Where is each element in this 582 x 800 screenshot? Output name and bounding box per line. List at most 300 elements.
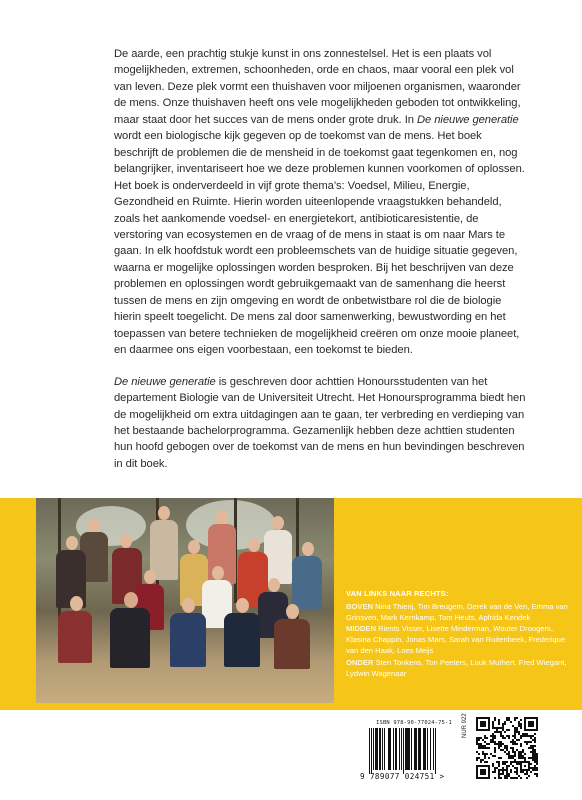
qr-module	[508, 735, 510, 737]
qr-module	[484, 741, 486, 743]
qr-module	[498, 747, 500, 749]
qr-module	[520, 777, 522, 779]
qr-module	[512, 735, 514, 737]
qr-module	[494, 749, 496, 751]
qr-module	[486, 761, 488, 763]
qr-module	[492, 735, 494, 737]
qr-module	[504, 723, 506, 725]
qr-module	[522, 751, 524, 753]
qr-module	[502, 769, 504, 771]
qr-module	[514, 729, 516, 731]
qr-module	[518, 723, 520, 725]
qr-module	[500, 769, 502, 771]
qr-module	[520, 735, 522, 737]
qr-module	[526, 741, 528, 743]
qr-module	[514, 771, 516, 773]
qr-module	[514, 743, 516, 745]
qr-module	[506, 753, 508, 755]
qr-module	[512, 747, 514, 749]
qr-module	[526, 733, 528, 735]
qr-module	[508, 773, 510, 775]
qr-module	[516, 731, 518, 733]
caption-row-midden	[346, 623, 576, 656]
qr-module	[516, 717, 518, 719]
qr-module	[504, 721, 506, 723]
qr-module	[524, 735, 526, 737]
qr-module	[520, 771, 522, 773]
qr-module	[530, 735, 532, 737]
qr-module	[506, 717, 508, 719]
qr-module	[508, 719, 510, 721]
qr-module	[536, 775, 538, 777]
qr-module	[476, 739, 478, 741]
qr-module	[534, 761, 536, 763]
qr-module	[516, 777, 518, 779]
qr-module	[518, 721, 520, 723]
qr-module	[532, 735, 534, 737]
qr-module	[512, 749, 514, 751]
qr-module	[516, 727, 518, 729]
qr-module	[514, 759, 516, 761]
qr-module	[506, 773, 508, 775]
qr-module	[492, 737, 494, 739]
qr-module	[490, 753, 492, 755]
qr-module	[504, 777, 506, 779]
qr-module	[514, 741, 516, 743]
qr-module	[532, 749, 534, 751]
qr-module	[532, 745, 534, 747]
qr-module	[498, 769, 500, 771]
qr-module	[518, 763, 520, 765]
qr-module	[482, 739, 484, 741]
qr-module	[484, 745, 486, 747]
qr-module	[476, 741, 478, 743]
qr-module	[492, 727, 494, 729]
qr-module	[530, 751, 532, 753]
qr-module	[514, 751, 516, 753]
qr-module	[520, 719, 522, 721]
qr-module	[524, 765, 526, 767]
qr-module	[498, 727, 500, 729]
qr-module	[504, 747, 506, 749]
qr-module	[518, 755, 520, 757]
qr-module	[532, 759, 534, 761]
qr-module	[500, 727, 502, 729]
qr-module	[476, 737, 478, 739]
barcode-gap	[436, 728, 437, 770]
qr-module	[518, 733, 520, 735]
qr-module	[516, 743, 518, 745]
qr-module	[534, 753, 536, 755]
qr-module	[530, 737, 532, 739]
qr-module	[524, 753, 526, 755]
qr-module	[516, 749, 518, 751]
qr-module	[518, 757, 520, 759]
qr-module	[536, 761, 538, 763]
qr-module	[484, 753, 486, 755]
qr-module	[518, 751, 520, 753]
qr-module	[502, 763, 504, 765]
qr-module	[534, 773, 536, 775]
qr-module	[498, 719, 500, 721]
caption-names-midden: Rients Visser, Lisette Minderman, Wouter Droogers, Klasina Chappin, Jonas Mars, Sarah van Ruitenbeek, Frederique van den Haak, Loes Meijs	[346, 624, 566, 656]
qr-module	[526, 743, 528, 745]
qr-module	[516, 761, 518, 763]
qr-module	[476, 759, 478, 761]
caption-row-onder	[346, 657, 576, 679]
qr-module	[502, 773, 504, 775]
qr-module	[494, 737, 496, 739]
qr-module	[498, 763, 500, 765]
qr-module	[534, 737, 536, 739]
qr-module	[508, 717, 510, 719]
qr-module	[512, 757, 514, 759]
qr-module	[504, 763, 506, 765]
group-photo	[36, 498, 334, 703]
qr-module	[506, 771, 508, 773]
qr-module	[534, 765, 536, 767]
qr-module	[492, 765, 494, 767]
qr-module	[480, 747, 482, 749]
qr-module	[526, 773, 528, 775]
qr-module	[486, 743, 488, 745]
qr-module	[478, 757, 480, 759]
qr-module	[494, 717, 496, 719]
qr-module	[482, 759, 484, 761]
back-cover-text	[114, 46, 528, 472]
qr-module	[514, 719, 516, 721]
caption-row-boven	[346, 601, 576, 623]
qr-module	[494, 719, 496, 721]
qr-module	[486, 747, 488, 749]
qr-module	[510, 721, 512, 723]
caption-names-onder: Sten Tonkens, Ton Peeters, Luuk Muthert, Fred Wiegant, Lydwin Wagenaar	[346, 657, 567, 678]
qr-module	[500, 731, 502, 733]
qr-module	[480, 743, 482, 745]
qr-module	[530, 747, 532, 749]
qr-module	[534, 739, 536, 741]
qr-module	[498, 743, 500, 745]
photo-caption	[346, 588, 576, 679]
caption-names-boven: Nina Thierij, Tim Breugem, Derek van de Ven, Emma van Grinsven, Mark Kernkamp, Tom Heuts, Apfrida Kendek	[346, 602, 568, 623]
qr-module	[530, 745, 532, 747]
barcode-digits: 9 789077 024751 >	[360, 772, 445, 781]
qr-module	[506, 729, 508, 731]
qr-module	[478, 753, 480, 755]
qr-module	[536, 767, 538, 769]
qr-module	[518, 775, 520, 777]
qr-module	[498, 731, 500, 733]
qr-module	[524, 759, 526, 761]
qr-module	[478, 743, 480, 745]
qr-module	[500, 773, 502, 775]
qr-module	[508, 753, 510, 755]
qr-module	[502, 749, 504, 751]
qr-module	[516, 739, 518, 741]
qr-module	[478, 747, 480, 749]
qr-module	[492, 733, 494, 735]
qr-module	[522, 749, 524, 751]
qr-module	[502, 725, 504, 727]
qr-module	[504, 737, 506, 739]
qr-module	[518, 753, 520, 755]
qr-module	[502, 761, 504, 763]
qr-module	[512, 725, 514, 727]
qr-module	[512, 741, 514, 743]
qr-module	[532, 757, 534, 759]
qr-module	[500, 733, 502, 735]
qr-module	[496, 729, 498, 731]
qr-module	[510, 755, 512, 757]
qr-module	[536, 759, 538, 761]
qr-module	[510, 763, 512, 765]
qr-module	[496, 767, 498, 769]
qr-module	[492, 723, 494, 725]
qr-module	[486, 753, 488, 755]
qr-module	[512, 765, 514, 767]
qr-module	[528, 757, 530, 759]
caption-label-onder: ONDER	[346, 657, 374, 667]
qr-module	[498, 765, 500, 767]
qr-module	[480, 737, 482, 739]
qr-module	[494, 767, 496, 769]
caption-label-midden: MIDDEN	[346, 624, 376, 634]
qr-module	[514, 777, 516, 779]
nur-code: NUR 922	[462, 713, 468, 738]
qr-module	[482, 753, 484, 755]
qr-module	[496, 743, 498, 745]
qr-module	[478, 739, 480, 741]
qr-module	[488, 747, 490, 749]
qr-module	[494, 769, 496, 771]
qr-module	[494, 751, 496, 753]
qr-module	[512, 755, 514, 757]
qr-module	[484, 761, 486, 763]
qr-code	[476, 717, 538, 779]
qr-module	[520, 751, 522, 753]
qr-module	[518, 739, 520, 741]
qr-module	[498, 777, 500, 779]
qr-module	[528, 721, 534, 727]
qr-module	[534, 767, 536, 769]
qr-module	[532, 751, 534, 753]
isbn-label: ISBN 978-90-77024-75-1	[376, 720, 452, 726]
qr-module	[506, 761, 508, 763]
qr-module	[514, 727, 516, 729]
qr-module	[490, 739, 492, 741]
qr-module	[494, 743, 496, 745]
qr-module	[534, 755, 536, 757]
qr-module	[516, 773, 518, 775]
qr-module	[484, 747, 486, 749]
qr-module	[510, 777, 512, 779]
qr-module	[506, 777, 508, 779]
qr-module	[530, 767, 532, 769]
qr-module	[532, 739, 534, 741]
qr-module	[476, 743, 478, 745]
qr-module	[506, 749, 508, 751]
qr-module	[498, 761, 500, 763]
qr-module	[494, 731, 496, 733]
qr-module	[498, 775, 500, 777]
qr-module	[536, 769, 538, 771]
qr-module	[526, 777, 528, 779]
qr-module	[530, 763, 532, 765]
qr-module	[520, 745, 522, 747]
qr-module	[530, 757, 532, 759]
qr-module	[512, 761, 514, 763]
qr-module	[508, 765, 510, 767]
qr-module	[496, 727, 498, 729]
qr-module	[482, 751, 484, 753]
qr-module	[520, 723, 522, 725]
qr-module	[478, 737, 480, 739]
book-title-italic: De nieuwe generatie	[416, 113, 519, 126]
qr-module	[532, 753, 534, 755]
qr-module	[484, 737, 486, 739]
qr-module	[494, 755, 496, 757]
qr-module	[522, 733, 524, 735]
qr-module	[496, 761, 498, 763]
qr-module	[524, 733, 526, 735]
qr-module	[514, 755, 516, 757]
qr-module	[486, 737, 488, 739]
qr-module	[510, 771, 512, 773]
book-title-italic-2: De nieuwe generatie	[114, 375, 216, 388]
qr-module	[528, 741, 530, 743]
qr-module	[532, 767, 534, 769]
qr-module	[534, 751, 536, 753]
qr-module	[512, 739, 514, 741]
qr-module	[504, 751, 506, 753]
qr-module	[498, 745, 500, 747]
qr-module	[502, 771, 504, 773]
qr-module	[512, 743, 514, 745]
qr-module	[510, 747, 512, 749]
qr-module	[480, 769, 486, 775]
qr-code-graphic	[476, 717, 538, 779]
qr-module	[506, 719, 508, 721]
qr-module	[504, 731, 506, 733]
barcode-bars	[369, 728, 459, 770]
qr-module	[494, 735, 496, 737]
qr-module	[498, 723, 500, 725]
qr-module	[534, 741, 536, 743]
qr-module	[498, 721, 500, 723]
qr-module	[514, 737, 516, 739]
qr-module	[506, 769, 508, 771]
qr-module	[506, 747, 508, 749]
qr-module	[530, 741, 532, 743]
qr-module	[520, 757, 522, 759]
qr-module	[532, 755, 534, 757]
qr-module	[518, 725, 520, 727]
qr-module	[522, 757, 524, 759]
qr-module	[508, 757, 510, 759]
qr-module	[492, 721, 494, 723]
qr-module	[492, 739, 494, 741]
qr-module	[494, 747, 496, 749]
qr-module	[534, 733, 536, 735]
qr-module	[504, 775, 506, 777]
qr-module	[532, 769, 534, 771]
qr-module	[508, 775, 510, 777]
qr-module	[482, 747, 484, 749]
qr-module	[520, 725, 522, 727]
qr-module	[524, 741, 526, 743]
qr-module	[476, 751, 478, 753]
qr-module	[536, 757, 538, 759]
qr-module	[530, 771, 532, 773]
qr-module	[504, 745, 506, 747]
qr-module	[500, 749, 502, 751]
qr-module	[502, 729, 504, 731]
qr-module	[510, 761, 512, 763]
qr-module	[508, 729, 510, 731]
qr-module	[516, 769, 518, 771]
qr-module	[480, 761, 482, 763]
qr-module	[498, 771, 500, 773]
qr-module	[492, 741, 494, 743]
qr-module	[480, 745, 482, 747]
qr-module	[534, 759, 536, 761]
qr-module	[514, 761, 516, 763]
qr-module	[520, 727, 522, 729]
qr-module	[496, 731, 498, 733]
qr-module	[492, 755, 494, 757]
qr-module	[492, 725, 494, 727]
qr-module	[536, 753, 538, 755]
qr-module	[518, 761, 520, 763]
qr-module	[480, 759, 482, 761]
qr-module	[510, 769, 512, 771]
qr-module	[532, 747, 534, 749]
qr-module	[534, 749, 536, 751]
qr-module	[506, 767, 508, 769]
qr-module	[510, 741, 512, 743]
qr-module	[502, 743, 504, 745]
qr-module	[524, 773, 526, 775]
qr-module	[478, 745, 480, 747]
qr-module	[506, 745, 508, 747]
qr-module	[488, 757, 490, 759]
qr-module	[520, 753, 522, 755]
qr-module	[500, 777, 502, 779]
qr-module	[498, 741, 500, 743]
qr-module	[534, 745, 536, 747]
qr-module	[484, 755, 486, 757]
qr-module	[534, 757, 536, 759]
qr-module	[500, 745, 502, 747]
qr-module	[484, 735, 486, 737]
qr-module	[516, 763, 518, 765]
qr-module	[508, 755, 510, 757]
intro-text: De aarde, een prachtig stukje kunst in ons zonnestelsel. Het is een plaats vol mogelijkheden, extremen, schoonheden, orde en chaos, maar vooral een plek vol van leven. Deze plek vormt een thuishaven voor miljoenen organismen, waaronder de mens. Onze thuishaven heeft ons vele mogelijkheden geboden tot ontwikkeling, maar staat door het succes van de mens onder grote druk.	[114, 48, 521, 126]
paragraph-authors	[114, 374, 528, 473]
qr-module	[512, 751, 514, 753]
qr-module	[518, 731, 520, 733]
qr-module	[528, 747, 530, 749]
qr-module	[534, 769, 536, 771]
qr-module	[528, 775, 530, 777]
qr-module	[506, 765, 508, 767]
qr-module	[524, 757, 526, 759]
qr-module	[494, 741, 496, 743]
qr-module	[492, 763, 494, 765]
qr-module	[490, 735, 492, 737]
qr-module	[500, 735, 502, 737]
caption-heading: VAN LINKS NAAR RECHTS:	[346, 589, 449, 598]
